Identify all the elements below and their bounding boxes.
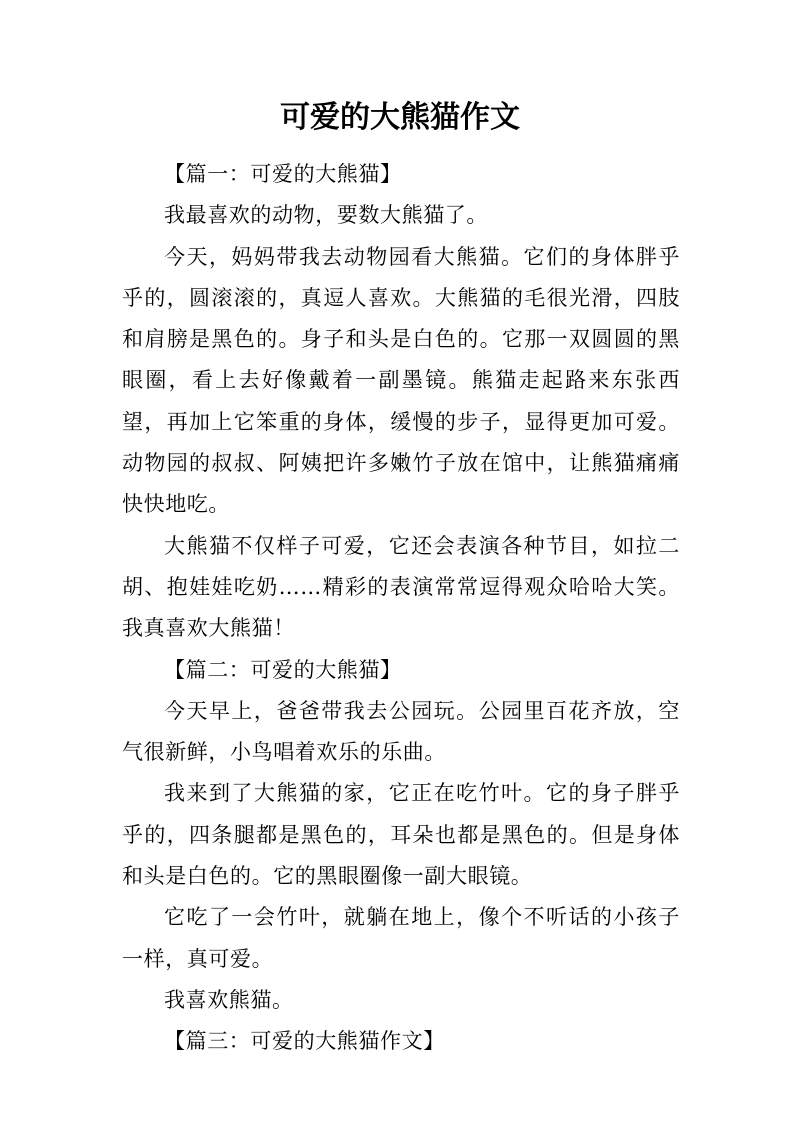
- section-heading-2: 【篇二：可爱的大熊猫】: [164, 657, 402, 682]
- paragraph: 我来到了大熊猫的家，它正在吃竹叶。它的身子胖乎乎的，四条腿都是黑色的，耳朵也都是黑色的。但是身体和头是白色的。它的黑眼圈像一副大眼镜。: [122, 781, 680, 889]
- paragraph: 大熊猫不仅样子可爱，它还会表演各种节目，如拉二胡、抱娃娃吃奶……精彩的表演常常逗得观众哈哈大笑。我真喜欢大熊猫！: [122, 533, 680, 641]
- document-title: 可爱的大熊猫作文: [280, 100, 520, 135]
- document-body: [122, 154, 680, 1063]
- paragraph: 今天早上，爸爸带我去公园玩。公园里百花齐放，空气很新鲜，小鸟唱着欢乐的乐曲。: [122, 698, 680, 765]
- paragraph: 我最喜欢的动物，要数大熊猫了。: [164, 203, 488, 228]
- paragraph: 我喜欢熊猫。: [164, 987, 294, 1012]
- section-heading-1: 【篇一：可爱的大熊猫】: [164, 162, 402, 186]
- section-heading-3: 【篇三：可爱的大熊猫作文】: [164, 1029, 445, 1054]
- paragraph: 今天，妈妈带我去动物园看大熊猫。它们的身体胖乎乎的，圆滚滚的，真逗人喜欢。大熊猫的毛很光滑，四肢和肩膀是黑色的。身子和头是白色的。它那一双圆圆的黑眼圈，看上去好像戴着一副墨镜。熊猫走起路来东张西望，再加上它笨重的身体，缓慢的步子，显得更加可爱。动物园的叔叔、阿姨把许多嫩竹子放在馆中，让熊猫痛痛快快地吃。: [122, 244, 680, 517]
- paragraph: 它吃了一会竹叶，就躺在地上，像个不听话的小孩子一样，真可爱。: [122, 905, 680, 971]
